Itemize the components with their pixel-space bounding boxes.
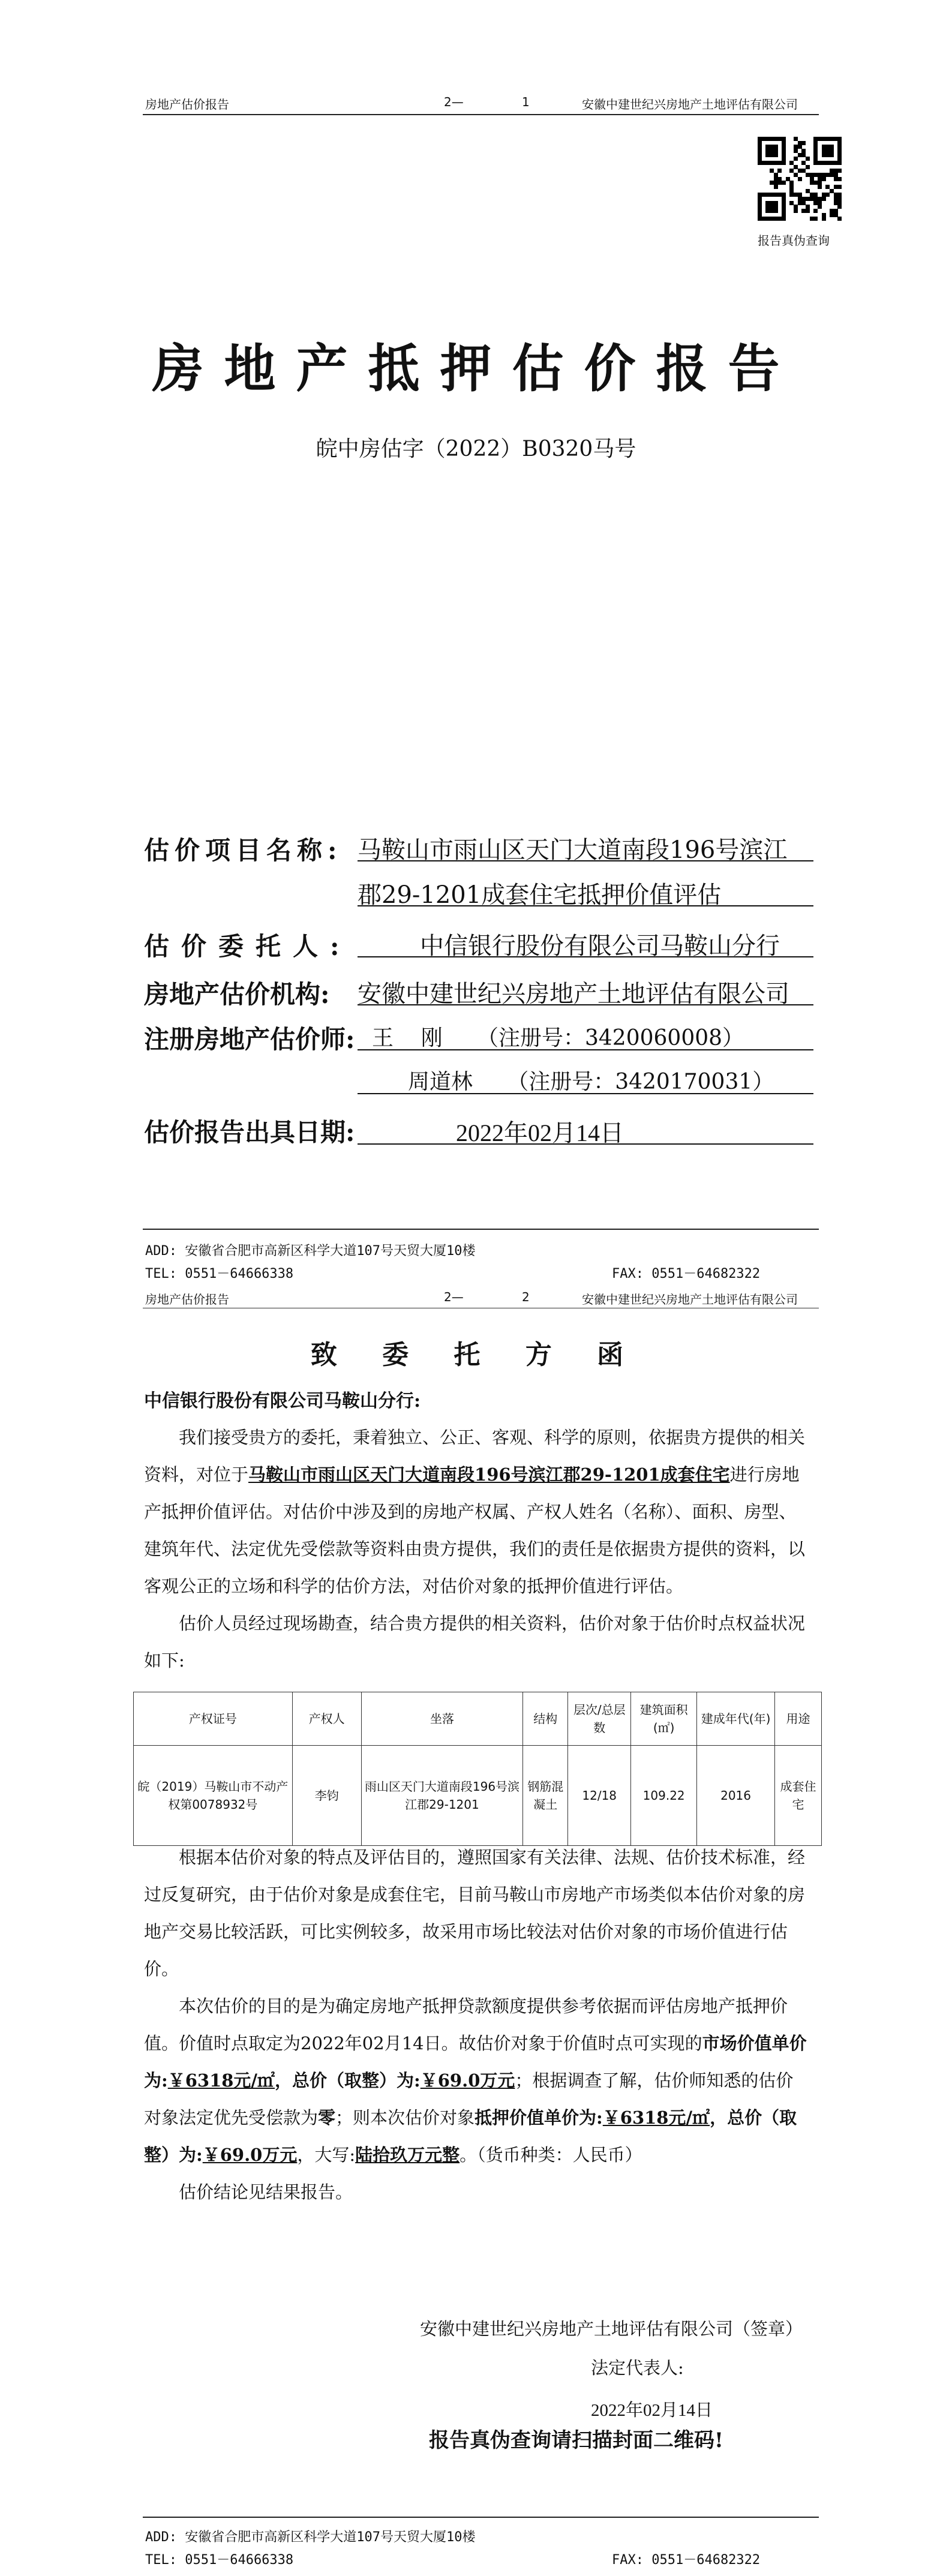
table-header-cell: 结构 xyxy=(523,1692,568,1746)
table-header-row xyxy=(134,1692,822,1746)
header-left: 房地产估价报告 xyxy=(145,97,229,112)
table-header-cell: 产权证号 xyxy=(134,1692,293,1746)
table-cell: 成套住宅 xyxy=(775,1746,822,1846)
para1-text-a: 我们接受贵方的委托，秉着独立、公正、客观、科学的原则，依据贵方提供的相关资料，对位于 xyxy=(144,1427,806,1485)
client-value: 中信银行股份有限公司马鞍山分行 xyxy=(420,932,780,960)
project-label: 估价项目名称: xyxy=(144,836,343,865)
header-right: 安徽中建世纪兴房地产土地评估有限公司 xyxy=(582,97,798,112)
addressee: 中信银行股份有限公司马鞍山分行: xyxy=(144,1391,421,1412)
page2-header-page-number: 2 xyxy=(522,1290,530,1304)
mortgage-unit-label: 抵押价值单价为: xyxy=(475,2107,603,2128)
appraiser-1-underline xyxy=(358,1049,813,1050)
page2-footer-fax: FAX: 0551－64682322 xyxy=(612,2553,761,2568)
page2-footer-rule xyxy=(143,2517,819,2518)
para1-text-c: 进行房地产抵押价值评估。对估价中涉及到的房地产权属、产权人姓名（名称）、面积、房型、建筑年代、法定优先受偿款等资料由贵方提供，我们的责任是依据贵方提供的资料，以客观公正的立场和科学的估价方法，对估价对象的抵押价值进行评估。 xyxy=(144,1464,806,1596)
para1-property-address: 马鞍山市雨山区天门大道南段196号滨江郡29-1201成套住宅 xyxy=(248,1464,730,1485)
report-number: 皖中房估字（2022）B0320马号 xyxy=(316,437,636,461)
footer-tel: TEL: 0551－64666338 xyxy=(145,1266,294,1281)
table-cell: 2016 xyxy=(697,1746,775,1846)
table-cell: 李钧 xyxy=(292,1746,361,1846)
letter-body-bottom xyxy=(144,1839,810,2211)
table-header-cell: 层次/总层数 xyxy=(568,1692,631,1746)
agency-label: 房地产估价机构: xyxy=(144,980,330,1009)
project-value-line2: 郡29-1201成套住宅抵押价值评估 xyxy=(358,881,722,909)
para4-text-n: ，大写: xyxy=(297,2145,356,2165)
footer-address: ADD: 安徽省合肥市高新区科学大道107号天贸大厦10楼 xyxy=(145,1244,476,1259)
market-unit-label: 市场价值单价为: xyxy=(144,2033,807,2091)
client-underline xyxy=(358,956,813,957)
signature-representative: 法定代表人: xyxy=(591,2358,684,2378)
paragraph-conclusion xyxy=(144,1987,810,2173)
mortgage-unit-price: ￥6318元/㎡ xyxy=(602,2107,710,2128)
mortgage-total-label: 总价（取整）为: xyxy=(144,2107,797,2165)
market-total-price: ￥69.0万元 xyxy=(420,2070,515,2091)
footer-fax: FAX: 0551－64682322 xyxy=(612,1266,761,1281)
table-row xyxy=(134,1746,822,1846)
project-underline-2 xyxy=(358,905,813,906)
letter-title: 致 委 托 方 函 xyxy=(310,1340,642,1370)
header-page-prefix: 2— xyxy=(444,95,464,109)
para4-text-p: 。（货币种类：人民币） xyxy=(460,2145,642,2165)
qr-code-icon xyxy=(758,137,842,221)
para4-comma: ， xyxy=(710,2107,728,2128)
paragraph-survey: 估价人员经过现场勘查，结合贵方提供的相关资料，估价对象于估价时点权益状况如下: xyxy=(144,1613,806,1671)
project-value-line1: 马鞍山市雨山区天门大道南段196号滨江 xyxy=(358,836,788,864)
market-total-label: ，总价（取整）为: xyxy=(275,2070,421,2091)
page2-footer-tel: TEL: 0551－64666338 xyxy=(145,2553,294,2568)
table-cell: 12/18 xyxy=(568,1746,631,1846)
project-underline-1 xyxy=(358,860,813,861)
letter-body-top xyxy=(144,1419,810,1679)
para4-text-f: ；根据调查了解，估价师知悉的估价对象法定优先受偿款为 xyxy=(144,2070,794,2128)
date-label: 估价报告出具日期: xyxy=(144,1118,355,1147)
header-page-number: 1 xyxy=(522,95,530,109)
table-cell: 钢筋混凝土 xyxy=(523,1746,568,1846)
table-cell: 皖（2019）马鞍山市不动产权第0078932号 xyxy=(134,1746,293,1846)
report-title: 房地产抵押估价报告 xyxy=(152,338,800,399)
header-rule xyxy=(143,114,819,115)
paragraph-entrust xyxy=(144,1419,810,1605)
table-header-cell: 建筑面积(㎡) xyxy=(631,1692,697,1746)
table-header-cell: 用途 xyxy=(775,1692,822,1746)
page2-footer-address: ADD: 安徽省合肥市高新区科学大道107号天贸大厦10楼 xyxy=(145,2530,476,2545)
paragraph-see-report: 估价结论见结果报告。 xyxy=(179,2182,353,2202)
client-label: 估价委托人: xyxy=(144,932,352,961)
signature-date: 2022年02月14日 xyxy=(591,2401,713,2420)
footer-rule xyxy=(143,1229,819,1230)
signature-company: 安徽中建世纪兴房地产土地评估有限公司（签章） xyxy=(420,2319,803,2339)
verification-notice: 报告真伪查询请扫描封面二维码! xyxy=(429,2428,723,2452)
table-header-cell: 建成年代(年) xyxy=(697,1692,775,1746)
appraiser-label: 注册房地产估价师: xyxy=(144,1025,355,1054)
table-header-cell: 产权人 xyxy=(292,1692,361,1746)
priority-payment: 零 xyxy=(318,2107,336,2128)
appraiser-2: 周道林 （注册号：3420170031） xyxy=(408,1070,774,1094)
appraiser-2-underline xyxy=(358,1093,813,1094)
agency-value: 安徽中建世纪兴房地产土地评估有限公司 xyxy=(358,980,789,1008)
para4-text-h: ；则本次估价对象 xyxy=(335,2107,475,2128)
page2-header-page-prefix: 2— xyxy=(444,1290,464,1304)
agency-underline xyxy=(358,1004,813,1005)
qr-caption: 报告真伪查询 xyxy=(758,233,830,248)
table-cell: 雨山区天门大道南段196号滨江郡29-1201 xyxy=(361,1746,523,1846)
date-value: 2022年02月14日 xyxy=(456,1119,624,1146)
paragraph-method: 根据本估价对象的特点及评估目的，遵照国家有关法律、法规、估价技术标准，经过反复研究，由于估价对象是成套住宅，目前马鞍山市房地产市场类似本估价对象的房地产交易比较活跃，可比实例较多，故采用市场比较法对估价对象的市场价值进行估价。 xyxy=(144,1847,806,1979)
date-underline xyxy=(358,1143,813,1145)
table-cell: 109.22 xyxy=(631,1746,697,1846)
property-info-table xyxy=(133,1692,822,1846)
page2-header-right: 安徽中建世纪兴房地产土地评估有限公司 xyxy=(582,1292,798,1307)
amount-in-words: 陆拾玖万元整 xyxy=(355,2145,460,2165)
table-header-cell: 坐落 xyxy=(361,1692,523,1746)
para4-text-a: 本次估价的目的是为确定房地产抵押贷款额度提供参考依据而评估房地产抵押价值。价值时点取定为2022年02月14日。故估价对象于价值时点可实现的 xyxy=(144,1996,788,2053)
market-unit-price: ￥6318元/㎡ xyxy=(167,2070,275,2091)
appraiser-1: 王 刚 （注册号：3420060008） xyxy=(372,1026,744,1050)
mortgage-total-price: ￥69.0万元 xyxy=(202,2145,298,2165)
page2-header-left: 房地产估价报告 xyxy=(145,1292,229,1307)
